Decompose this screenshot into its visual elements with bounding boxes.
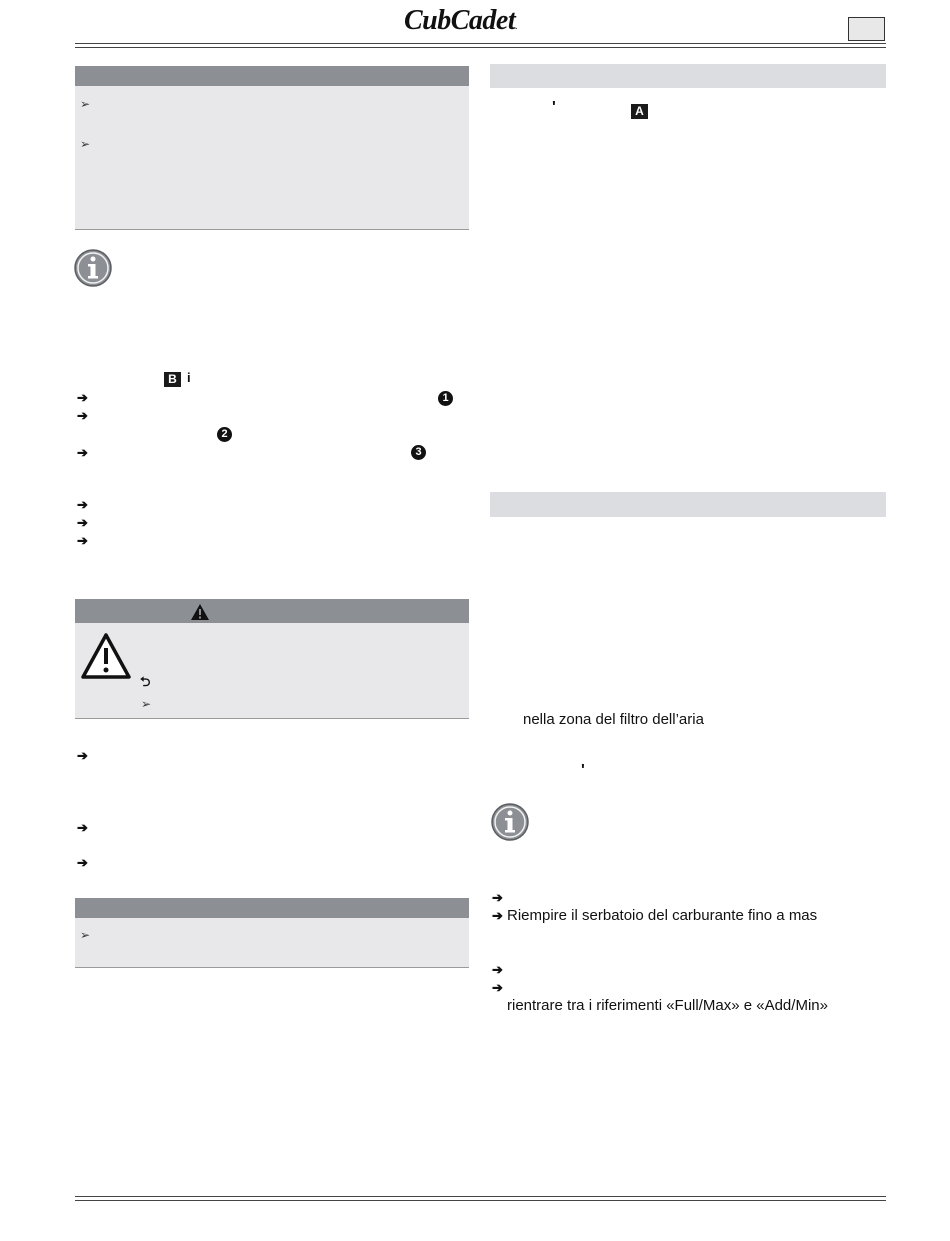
redirect-icon: ⮌ (140, 674, 151, 689)
step-arrow-icon: ➔ (77, 533, 88, 548)
step-marker-3: 3 (411, 445, 426, 460)
cub-cadet-logo (404, 5, 584, 37)
step-arrow-icon: ➔ (77, 408, 88, 423)
air-filter-text: nella zona del filtro dell’aria (523, 711, 704, 728)
info-icon (490, 802, 530, 842)
step-arrow-icon: ➔ (77, 497, 88, 512)
header-rule-bottom (75, 47, 886, 48)
step-arrow-icon: ➔ (77, 390, 88, 405)
step-arrow-icon: ➔ (492, 890, 503, 905)
figure-ref-a: A (631, 104, 648, 119)
figure-ref-b: B (164, 372, 181, 387)
step-arrow-icon: ➔ (77, 748, 88, 763)
footer-rule-top (75, 1196, 886, 1197)
header-rule-top (75, 43, 886, 44)
bullet-chevron-icon: ➢ (80, 137, 91, 151)
step-marker-2: 2 (217, 427, 232, 442)
warning-triangle-icon (80, 632, 132, 680)
step-arrow-icon: ➔ (77, 515, 88, 530)
apostrophe-mark: ' (581, 762, 585, 779)
footer-rule-bottom (75, 1200, 886, 1201)
step-arrow-icon: ➔ (77, 445, 88, 460)
info-icon (73, 248, 113, 288)
step-arrow-icon: ➔ (492, 908, 503, 923)
apostrophe-mark: ' (552, 99, 556, 116)
notice-panel-left-2 (75, 918, 469, 968)
warning-panel (75, 623, 469, 719)
step-arrow-icon: ➔ (492, 962, 503, 977)
logo-mark: . (515, 21, 517, 31)
step-marker-1: 1 (438, 391, 453, 406)
notice-panel-left-1 (75, 86, 469, 230)
bullet-chevron-icon: ➢ (80, 97, 91, 111)
section-header-right-2 (490, 492, 886, 517)
fuel-fill-text: Riempire il serbatoio del carburante fino a mas (507, 907, 818, 924)
step-arrow-icon: ➔ (77, 820, 88, 835)
language-code-box (848, 17, 885, 41)
step-arrow-icon: ➔ (492, 980, 503, 995)
bullet-chevron-icon: ➢ (141, 697, 152, 711)
section-header-left-2 (75, 898, 469, 918)
section-header-left-1 (75, 66, 469, 86)
section-header-right-1 (490, 64, 886, 88)
oil-marks-text: rientrare tra i riferimenti «Full/Max» e «Add/Min» (507, 997, 828, 1014)
logo-text: CubCadet (404, 5, 516, 36)
figure-ref-suffix: i (187, 370, 191, 385)
warning-header-bar (75, 599, 469, 623)
warning-small-icon (190, 603, 210, 621)
step-arrow-icon: ➔ (77, 855, 88, 870)
bullet-chevron-icon: ➢ (80, 928, 91, 942)
